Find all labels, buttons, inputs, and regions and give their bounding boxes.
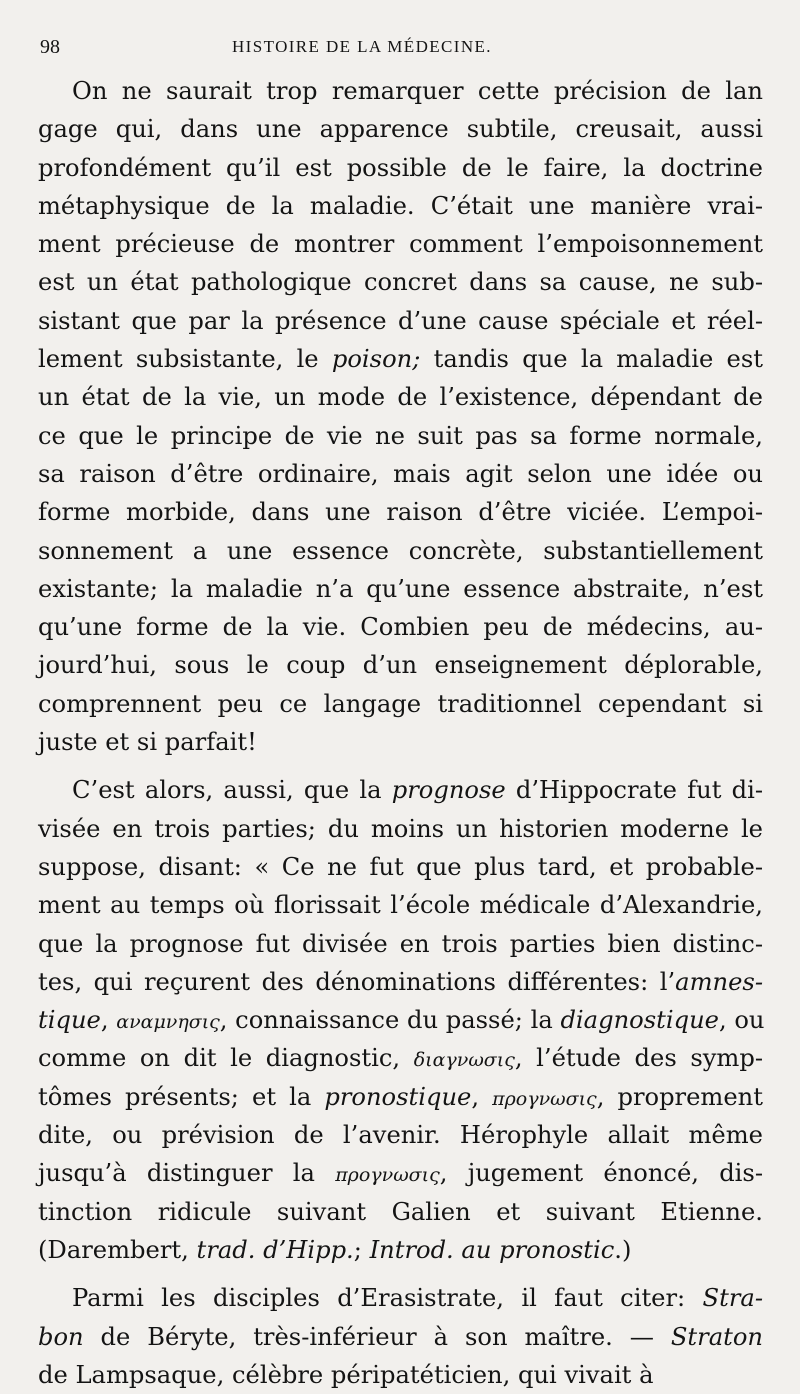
text-run: , bbox=[471, 1082, 493, 1111]
text-line bbox=[38, 455, 763, 493]
italic-term: bon bbox=[38, 1322, 84, 1351]
text-line bbox=[38, 570, 763, 608]
text-run: jusqu’à distinguer la bbox=[38, 1159, 336, 1188]
italic-term: amnes- bbox=[675, 967, 763, 996]
text-run: métaphysique de la maladie. C’était une manière vrai- bbox=[38, 191, 763, 220]
paragraph-gap bbox=[38, 1269, 763, 1279]
text-run: , connaissance du passé; la bbox=[219, 1006, 561, 1035]
text-run: forme morbide, dans une raison d’être viciée. L’empoi- bbox=[38, 498, 763, 527]
text-run: lement subsistante, le bbox=[38, 345, 332, 374]
text-run: On ne saurait trop remarquer cette précision de lan bbox=[72, 77, 763, 105]
text-line bbox=[38, 1078, 763, 1116]
text-line bbox=[38, 225, 763, 263]
text-line bbox=[38, 685, 763, 723]
text-run: un état de la vie, un mode de l’existence, dépendant de bbox=[38, 383, 763, 412]
text-run: (Darembert, bbox=[38, 1235, 197, 1264]
text-run: ment précieuse de montrer comment l’empoisonnement bbox=[38, 230, 763, 259]
text-run: , l’étude des symp- bbox=[514, 1044, 764, 1073]
text-run: , bbox=[100, 1006, 117, 1035]
text-run: comprennent peu ce langage traditionnel cependant si bbox=[38, 689, 763, 718]
text-run: juste et si parfait! bbox=[38, 728, 257, 757]
text-run: tômes présents; et la bbox=[38, 1082, 325, 1111]
text-run: sa raison d’être ordinaire, mais agit selon une idée ou bbox=[38, 459, 763, 488]
text-line bbox=[38, 532, 763, 570]
text-run: existante; la maladie n’a qu’une essence abstraite, n’est bbox=[38, 574, 763, 603]
running-title: HISTOIRE DE LA MÉDECINE. bbox=[232, 37, 492, 56]
text-run: sonnement a une essence concrète, substantiellement bbox=[38, 536, 763, 565]
text-line bbox=[38, 963, 763, 1001]
text-line bbox=[38, 1001, 763, 1039]
text-run: de Béryte, très-inférieur à son maître. — bbox=[83, 1322, 671, 1351]
text-line bbox=[38, 1154, 763, 1192]
text-run: .) bbox=[614, 1235, 632, 1264]
italic-term: diagnostique bbox=[560, 1006, 719, 1035]
text-run: , ou bbox=[718, 1006, 765, 1035]
text-line bbox=[38, 1116, 763, 1154]
text-line bbox=[38, 646, 763, 684]
text-line bbox=[38, 1039, 763, 1077]
text-line bbox=[38, 302, 763, 340]
text-line bbox=[38, 886, 763, 924]
paragraph-gap bbox=[38, 761, 763, 771]
text-run: Parmi les disciples d’Erasistrate, il faut citer: bbox=[72, 1284, 703, 1313]
text-line bbox=[38, 378, 763, 416]
text-run: d’Hippocrate fut di- bbox=[505, 776, 763, 805]
text-run: tinction ridicule suivant Galien et suivant Etienne. bbox=[38, 1197, 763, 1226]
text-run: que la prognose fut divisée en trois parties bien distinc- bbox=[38, 929, 763, 958]
greek-term: αναμνησις bbox=[116, 1011, 220, 1034]
italic-term: poison; bbox=[331, 345, 421, 374]
paragraph bbox=[38, 72, 763, 761]
text-run: visée en trois parties; du moins un historien moderne le bbox=[38, 814, 763, 843]
text-run: tes, qui reçurent des dénominations différentes: l’ bbox=[38, 967, 676, 996]
text-line bbox=[38, 608, 763, 646]
text-run: jourd’hui, sous le coup d’un enseignement déplorable, bbox=[38, 651, 763, 680]
italic-term: pronostique bbox=[324, 1082, 472, 1111]
greek-term: διαγνωσις bbox=[413, 1049, 515, 1072]
greek-term: προγνωσις bbox=[492, 1087, 597, 1110]
text-line bbox=[38, 263, 763, 301]
text-line bbox=[38, 723, 763, 761]
text-line bbox=[38, 925, 763, 963]
page-body bbox=[38, 72, 763, 1394]
italic-term: Introd. au pronostic bbox=[369, 1235, 615, 1264]
text-line bbox=[38, 110, 763, 148]
text-run: tandis que la maladie est bbox=[420, 345, 763, 374]
text-line bbox=[38, 493, 763, 531]
text-run: profondément qu’il est possible de le faire, la doctrine bbox=[38, 153, 763, 182]
text-line bbox=[38, 1279, 763, 1317]
greek-term: προγνωσις bbox=[335, 1164, 440, 1187]
italic-term: Straton bbox=[670, 1322, 763, 1351]
text-run: , proprement bbox=[596, 1082, 763, 1111]
text-line bbox=[38, 1318, 763, 1356]
italic-term: prognose bbox=[391, 776, 506, 805]
text-run: suppose, disant: « Ce ne fut que plus tard, et probable- bbox=[38, 852, 763, 881]
text-line bbox=[38, 149, 763, 187]
italic-term: Stra- bbox=[702, 1284, 763, 1313]
text-run: ce que le principe de vie ne suit pas sa forme normale, bbox=[38, 421, 763, 450]
italic-term: tique bbox=[38, 1006, 101, 1035]
text-line bbox=[38, 72, 763, 110]
text-run: C’est alors, aussi, que la bbox=[72, 776, 392, 805]
text-run: gage qui, dans une apparence subtile, creusait, aussi bbox=[38, 115, 763, 144]
italic-term: trad. d’Hipp. bbox=[196, 1235, 354, 1264]
text-line bbox=[38, 417, 763, 455]
text-line bbox=[38, 1193, 763, 1231]
text-line bbox=[38, 810, 763, 848]
paragraph bbox=[38, 1279, 763, 1394]
text-run: sistant que par la présence d’une cause spéciale et réel- bbox=[38, 306, 763, 335]
text-line bbox=[38, 187, 763, 225]
text-line bbox=[38, 1231, 763, 1269]
text-line bbox=[38, 771, 763, 809]
text-run: est un état pathologique concret dans sa cause, ne sub- bbox=[38, 268, 763, 297]
text-run: , jugement énoncé, dis- bbox=[439, 1159, 764, 1188]
text-line bbox=[38, 340, 763, 378]
text-run: qu’une forme de la vie. Combien peu de médecins, au- bbox=[38, 613, 763, 642]
text-run: de Lampsaque, célèbre péripatéticien, qui vivait à bbox=[38, 1360, 654, 1389]
text-run: comme on dit le diagnostic, bbox=[38, 1044, 414, 1073]
text-line bbox=[38, 1356, 763, 1394]
text-run: ; bbox=[353, 1235, 370, 1264]
paragraph bbox=[38, 771, 763, 1269]
text-line bbox=[38, 848, 763, 886]
page-header bbox=[40, 36, 760, 60]
text-run: dite, ou prévision de l’avenir. Hérophyle allait même bbox=[38, 1121, 763, 1150]
page-number: 98 bbox=[40, 36, 60, 58]
text-run: ment au temps où florissait l’école médicale d’Alexandrie, bbox=[38, 891, 763, 920]
